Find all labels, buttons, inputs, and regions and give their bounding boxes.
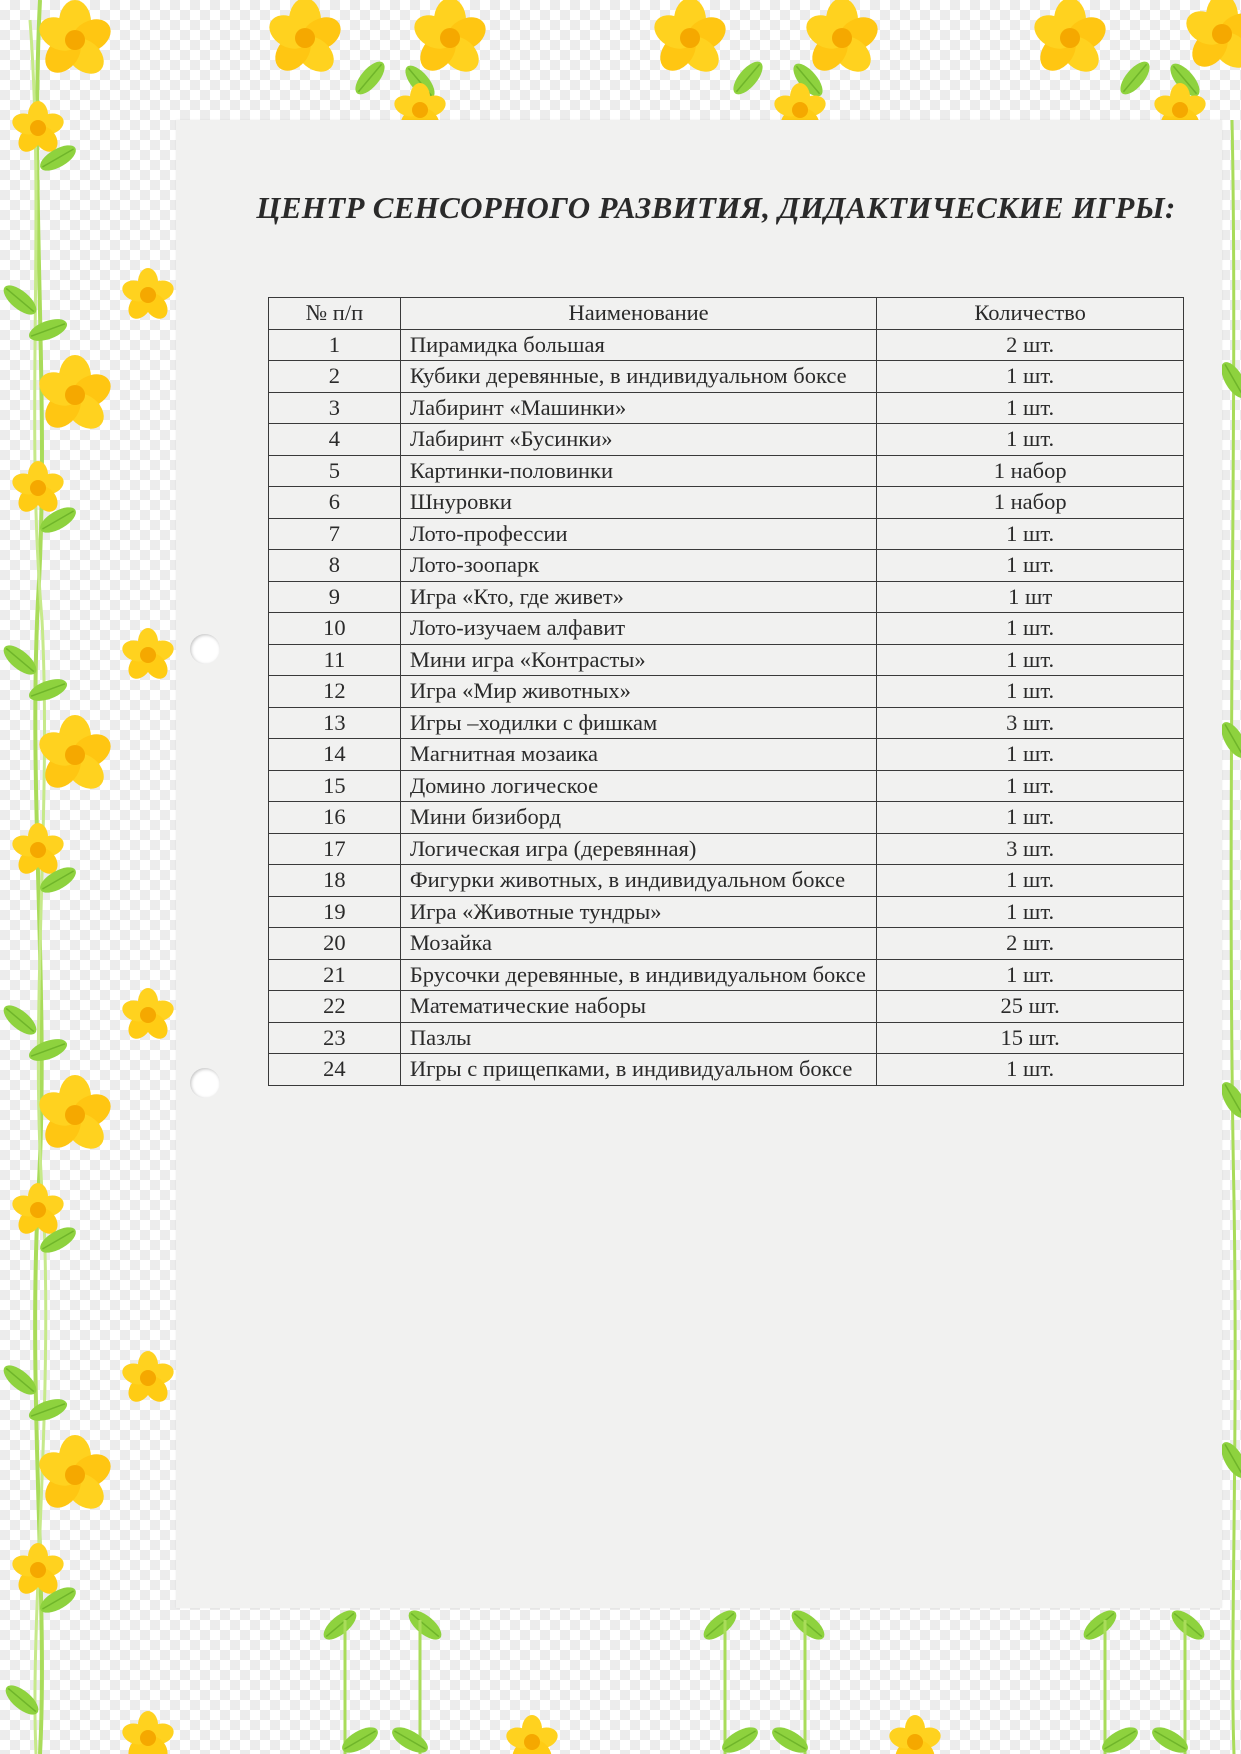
- table-row: [269, 928, 1184, 960]
- page-title: ЦЕНТР СЕНСОРНОГО РАЗВИТИЯ, ДИДАКТИЧЕСКИЕ ИГРЫ:: [256, 190, 1176, 225]
- table-row: [269, 739, 1184, 771]
- table-row: [269, 392, 1184, 424]
- table-header-row: [269, 298, 1184, 330]
- row-number-cell: 16: [269, 802, 401, 834]
- table-row: [269, 361, 1184, 393]
- table-body: [269, 329, 1184, 1085]
- table-row: [269, 865, 1184, 897]
- row-number-cell: 1: [269, 329, 401, 361]
- item-quantity-cell: 25 шт.: [877, 991, 1184, 1023]
- punch-hole-bottom: [190, 1068, 220, 1098]
- table-row: [269, 676, 1184, 708]
- row-number-cell: 24: [269, 1054, 401, 1086]
- item-name-cell: Пазлы: [400, 1022, 876, 1054]
- column-header-quantity: Количество: [877, 298, 1184, 330]
- item-name-cell: Домино логическое: [400, 770, 876, 802]
- table-row: [269, 833, 1184, 865]
- item-quantity-cell: 2 шт.: [877, 329, 1184, 361]
- row-number-cell: 6: [269, 487, 401, 519]
- item-quantity-cell: 1 шт.: [877, 424, 1184, 456]
- row-number-cell: 8: [269, 550, 401, 582]
- item-name-cell: Кубики деревянные, в индивидуальном боксе: [400, 361, 876, 393]
- table-row: [269, 1054, 1184, 1086]
- table-row: [269, 991, 1184, 1023]
- item-quantity-cell: 1 шт.: [877, 865, 1184, 897]
- table-row: [269, 581, 1184, 613]
- item-name-cell: Мозайка: [400, 928, 876, 960]
- item-name-cell: Игры –ходилки с фишкам: [400, 707, 876, 739]
- item-quantity-cell: 1 шт.: [877, 392, 1184, 424]
- item-quantity-cell: 1 набор: [877, 455, 1184, 487]
- table-row: [269, 550, 1184, 582]
- item-name-cell: Мини бизиборд: [400, 802, 876, 834]
- table-row: [269, 613, 1184, 645]
- item-quantity-cell: 1 шт.: [877, 770, 1184, 802]
- row-number-cell: 9: [269, 581, 401, 613]
- item-name-cell: Пирамидка большая: [400, 329, 876, 361]
- row-number-cell: 19: [269, 896, 401, 928]
- item-quantity-cell: 3 шт.: [877, 707, 1184, 739]
- item-name-cell: Игра «Мир животных»: [400, 676, 876, 708]
- item-name-cell: Игра «Кто, где живет»: [400, 581, 876, 613]
- row-number-cell: 12: [269, 676, 401, 708]
- item-name-cell: Шнуровки: [400, 487, 876, 519]
- item-name-cell: Логическая игра (деревянная): [400, 833, 876, 865]
- table-row: [269, 802, 1184, 834]
- item-quantity-cell: 2 шт.: [877, 928, 1184, 960]
- item-name-cell: Лото-зоопарк: [400, 550, 876, 582]
- row-number-cell: 10: [269, 613, 401, 645]
- item-name-cell: Лото-изучаем алфавит: [400, 613, 876, 645]
- column-header-name: Наименование: [400, 298, 876, 330]
- table-row: [269, 518, 1184, 550]
- row-number-cell: 11: [269, 644, 401, 676]
- column-header-number: № п/п: [269, 298, 401, 330]
- item-quantity-cell: 1 шт.: [877, 896, 1184, 928]
- item-quantity-cell: 1 шт.: [877, 644, 1184, 676]
- table-row: [269, 424, 1184, 456]
- table-row: [269, 644, 1184, 676]
- document-sheet: [176, 120, 1222, 1608]
- item-quantity-cell: 15 шт.: [877, 1022, 1184, 1054]
- bottom-flowers: [319, 1605, 1209, 1754]
- row-number-cell: 22: [269, 991, 401, 1023]
- left-small-flowers: [120, 268, 177, 1754]
- left-vine: [0, 0, 117, 1754]
- item-quantity-cell: 1 шт.: [877, 1054, 1184, 1086]
- item-quantity-cell: 1 шт.: [877, 613, 1184, 645]
- row-number-cell: 18: [269, 865, 401, 897]
- table-row: [269, 1022, 1184, 1054]
- item-quantity-cell: 1 шт.: [877, 739, 1184, 771]
- table-row: [269, 770, 1184, 802]
- item-name-cell: Фигурки животных, в индивидуальном боксе: [400, 865, 876, 897]
- table-row: [269, 959, 1184, 991]
- item-name-cell: Математические наборы: [400, 991, 876, 1023]
- row-number-cell: 3: [269, 392, 401, 424]
- row-number-cell: 2: [269, 361, 401, 393]
- row-number-cell: 13: [269, 707, 401, 739]
- item-quantity-cell: 1 шт.: [877, 361, 1184, 393]
- item-quantity-cell: 1 шт.: [877, 518, 1184, 550]
- item-name-cell: Лото-профессии: [400, 518, 876, 550]
- inventory-table: [268, 297, 1184, 1086]
- table-row: [269, 455, 1184, 487]
- item-name-cell: Игра «Животные тундры»: [400, 896, 876, 928]
- item-name-cell: Картинки-половинки: [400, 455, 876, 487]
- item-quantity-cell: 1 набор: [877, 487, 1184, 519]
- row-number-cell: 21: [269, 959, 401, 991]
- row-number-cell: 15: [269, 770, 401, 802]
- item-name-cell: Магнитная мозаика: [400, 739, 876, 771]
- row-number-cell: 5: [269, 455, 401, 487]
- item-name-cell: Мини игра «Контрасты»: [400, 644, 876, 676]
- item-quantity-cell: 3 шт.: [877, 833, 1184, 865]
- row-number-cell: 7: [269, 518, 401, 550]
- row-number-cell: 23: [269, 1022, 401, 1054]
- item-name-cell: Лабиринт «Машинки»: [400, 392, 876, 424]
- table-row: [269, 707, 1184, 739]
- row-number-cell: 14: [269, 739, 401, 771]
- item-quantity-cell: 1 шт.: [877, 550, 1184, 582]
- item-name-cell: Лабиринт «Бусинки»: [400, 424, 876, 456]
- top-flowers: [263, 0, 1241, 138]
- table-row: [269, 896, 1184, 928]
- item-quantity-cell: 1 шт: [877, 581, 1184, 613]
- item-name-cell: Игры с прищепками, в индивидуальном боксе: [400, 1054, 876, 1086]
- table-row: [269, 329, 1184, 361]
- row-number-cell: 17: [269, 833, 401, 865]
- punch-hole-top: [190, 634, 220, 664]
- table-row: [269, 487, 1184, 519]
- row-number-cell: 4: [269, 424, 401, 456]
- row-number-cell: 20: [269, 928, 401, 960]
- item-quantity-cell: 1 шт.: [877, 676, 1184, 708]
- item-quantity-cell: 1 шт.: [877, 959, 1184, 991]
- item-quantity-cell: 1 шт.: [877, 802, 1184, 834]
- item-name-cell: Брусочки деревянные, в индивидуальном боксе: [400, 959, 876, 991]
